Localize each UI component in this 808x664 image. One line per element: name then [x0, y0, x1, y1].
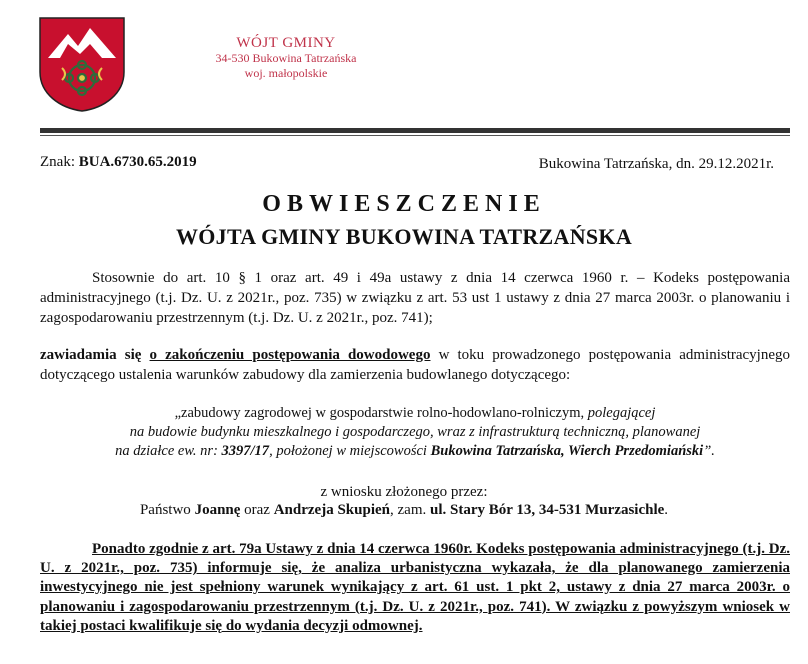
notify-rest: w toku prowadzonego postępowania administracyjnego dotyczącego ustalenia warunków zabudowy dla zamierzenia budowlanego dotyczącego: [40, 347, 791, 383]
request-label: z wniosku złożonego przez: [320, 484, 488, 500]
applicants-address-label: , zam. [390, 502, 430, 518]
applicants-line [0, 502, 808, 519]
applicants-address: ul. Stary Bór 13, 34-531 Murzasichle [429, 502, 665, 518]
notification-paragraph [40, 345, 790, 385]
applicants-conjunction: oraz [240, 502, 274, 518]
document-title: OBWIESZCZENIE [262, 191, 546, 217]
quote-line-1-regular: „zabudowy zagrodowej w gospodarstwie rolno-hodowlano-rolniczym, [174, 405, 588, 421]
applicant-name-2: Andrzeja Skupień [273, 502, 390, 518]
quote-end: ”. [703, 443, 715, 459]
stamp-address: 34-530 Bukowina Tatrzańska [215, 51, 357, 65]
quote-location-label: , położonej w miejscowości [269, 443, 431, 459]
reference-label: Znak: [40, 154, 75, 170]
project-description [40, 404, 790, 461]
urban-analysis-paragraph: Ponadto zgodnie z art. 79a Ustawy z dnia 14 czerwca 1960r. Kodeks postępowania administracyjnego (t.j. Dz. U. z 2021r., poz. 735) informuje się, że analiza urbanistyczna wykazała, że dla planowanego zamierzenia inwestycyjnego nie jest spełniony warunek wynikający z art. 61 ust. 1 pkt 2, ustawy z dnia 27 marca 2003r. o planowaniu i zagospodarowaniu przestrzennym (t.j. Dz. U. z 2021r., poz. 741). W związku z powyższym wniosek w takiej postaci kwalifikuje się do wydania decyzji odmownej. [40, 541, 790, 634]
notify-bold: zawiadamia się [40, 347, 142, 363]
coat-of-arms [38, 16, 126, 112]
header-divider-thick [40, 128, 790, 133]
applicant-name-1: Joannę [194, 502, 241, 518]
applicants-end: . [664, 502, 669, 518]
reference-value: BUA.6730.65.2019 [78, 154, 197, 170]
location-name: Bukowina Tatrzańska, Wierch Przedomiański [430, 443, 704, 459]
quote-line-1 [40, 404, 790, 423]
legal-basis-paragraph: Stosownie do art. 10 § 1 oraz art. 49 i 49a ustawy z dnia 14 czerwca 1960 r. – Kodeks postępowania administracyjnego (t.j. Dz. U. z 2021r., poz. 735) w związku z art. 53 ust 1 ustawy z dnia 27 marca 2003r. o planowaniu i zagospodarowaniu przestrzennym (t.j. Dz. U. z 2021r., poz. 741); [40, 270, 790, 326]
stamp-title: WÓJT GMINY [236, 35, 336, 51]
quote-line-1-italic: polegającej [587, 405, 656, 421]
quote-plot-label: na działce ew. nr: [115, 443, 222, 459]
office-stamp [168, 36, 404, 81]
quote-line-2: na budowie budynku mieszkalnego i gospodarczego, wraz z infrastrukturą techniczną, planowanej [129, 424, 701, 440]
quote-line-3 [40, 442, 790, 461]
applicants-prefix: Państwo [139, 502, 195, 518]
notify-underlined: o zakończeniu postępowania dowodowego [149, 347, 431, 363]
document-subtitle: WÓJTA GMINY BUKOWINA TATRZAŃSKA [175, 224, 633, 249]
stamp-region: woj. małopolskie [244, 66, 328, 80]
place-date: Bukowina Tatrzańska, dn. 29.12.2021r. [538, 156, 774, 172]
plot-number: 3397/17 [221, 443, 270, 459]
reference-number [40, 154, 197, 171]
header-divider-thin [40, 135, 790, 136]
